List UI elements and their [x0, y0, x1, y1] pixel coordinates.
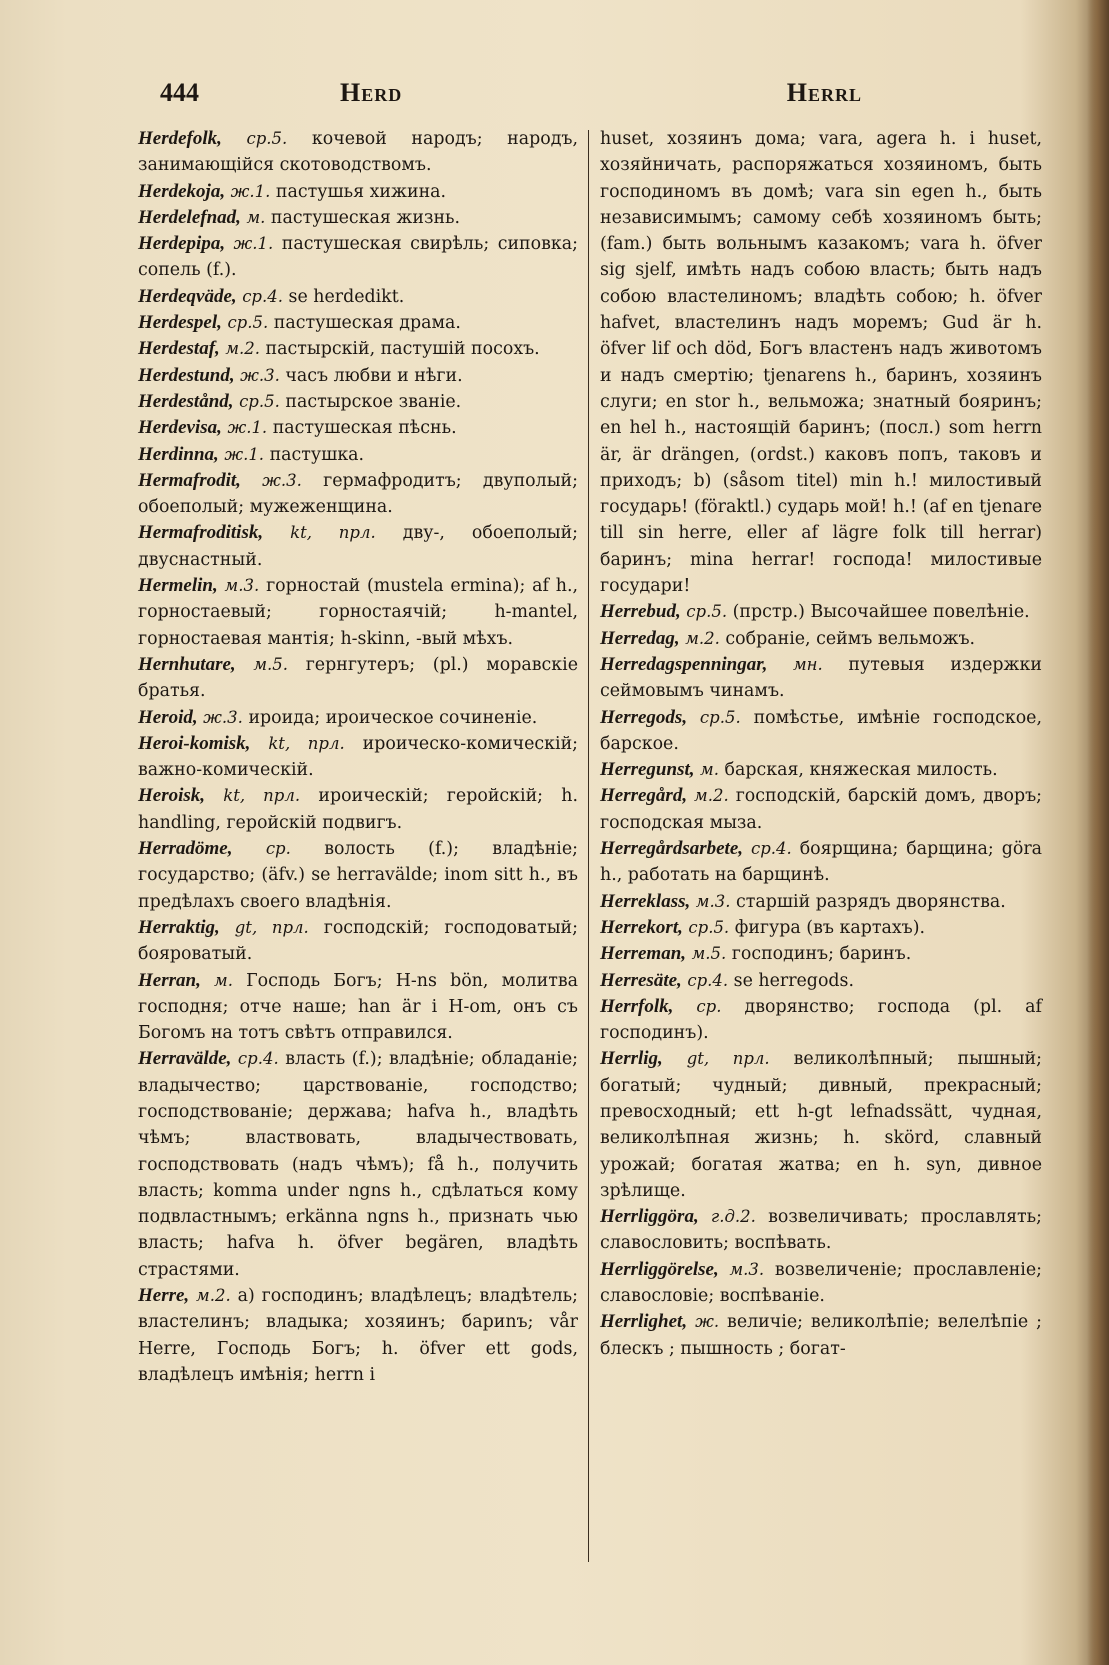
entry-definition: кочевой народъ; народъ, занимающійся скотоводствомъ.	[138, 129, 579, 176]
entry-definition: старшій разрядъ дворянства.	[735, 891, 1006, 912]
dictionary-entry	[138, 442, 578, 468]
entry-headword: Herrliggörelse,	[600, 1258, 719, 1280]
entry-definition: путевыя издержки сеймовымъ чинамъ.	[600, 654, 1043, 702]
entry-headword: Herdepipa,	[138, 233, 226, 255]
entry-headword: Herdekoja,	[138, 180, 226, 202]
entry-grammar: gt, прл.	[686, 1049, 770, 1069]
entry-grammar: ср.5.	[227, 313, 269, 333]
entry-definition: помѣстье, имѣніе господское, барское.	[600, 707, 1042, 754]
entry-definition: (прстр.) Высочайшее повелѣніе.	[732, 602, 1030, 623]
dictionary-entry	[138, 783, 578, 836]
entry-definition: горностай (mustela ermina); af h., горностаевый; горностаячій; h-mantel, горностаевая мантія; h-skinn, -вый мѣхъ.	[138, 576, 579, 649]
entry-definition: величіе; великолѣпіе; велелѣпіе ; блескъ ; пышность ; богат-	[600, 1312, 1043, 1359]
entry-grammar: kt, прл.	[268, 733, 345, 753]
entry-headword: Herraktig,	[138, 916, 220, 938]
entry-grammar: ср.4.	[750, 839, 792, 859]
entry-headword: Heroid,	[138, 706, 198, 728]
dictionary-entry	[600, 126, 1042, 599]
entry-grammar: ж.1.	[224, 444, 265, 464]
entry-headword: Herredagspenningar,	[600, 653, 768, 675]
dictionary-entry	[600, 968, 1042, 994]
entry-definition: huset, хозяинъ дома; vara, agera h. i huset, хозяйничать, распоряжаться хозяиномъ, быть господиномъ въ домѣ; vara sin egen h., быть независимымъ; самому себѣ хозяиномъ быть; (fam.) быть вольнымъ казакомъ; vara h. öfver sig sjelf, имѣть надъ собою власть; быть надъ собою властелиномъ; владѣть собою; h. öfver hafvet, властелинъ надъ моремъ; Gud är h. öfver lif och död, Богъ властенъ надъ животомъ и надъ смертію; tjenarens h., баринъ, хозяинъ слуги; en stor h., вельможа; знатный бояринъ; en hel h., настоящій баринъ; (посл.) som herrn är, är drängen, (ordst.) каковъ попъ, таковъ и приходъ; b) (såsom titel) min h.! милостивый государь! (föraktl.) сударь мой! h.! (af en tjenare till sin herre, eller af lägre folk till herrar) баринъ; mina herrar! господа! милостивые государи!	[600, 129, 1042, 597]
entry-grammar: ж.1.	[227, 418, 268, 438]
entry-headword: Hermelin,	[138, 575, 218, 597]
entry-grammar: м.3.	[729, 1259, 765, 1279]
left-guide-word: Herd	[340, 78, 403, 107]
dictionary-entry	[138, 1046, 578, 1283]
dictionary-entry	[138, 363, 578, 389]
dictionary-entry	[138, 126, 578, 179]
entry-definition: se herregods.	[733, 970, 854, 991]
entry-headword: Herdestånd,	[138, 390, 234, 412]
entry-definition: дворянство; господа (pl. af господинъ).	[600, 996, 1042, 1044]
entry-definition: возвеличеніе; прославленіе; славословіе; воспѣваніе.	[600, 1259, 1043, 1307]
right-column	[600, 126, 1042, 1362]
entry-definition: дву-, обоеполый; двуснастный.	[138, 523, 579, 570]
entry-headword: Herreman,	[600, 943, 687, 965]
page-edge-shadow	[1087, 0, 1109, 1665]
dictionary-entry	[138, 310, 578, 336]
entry-definition: пастушка.	[269, 444, 365, 465]
entry-grammar: ср.	[265, 839, 291, 859]
dictionary-entry	[138, 389, 578, 415]
entry-headword: Herdelefnad,	[138, 206, 241, 228]
entry-headword: Herdinna,	[138, 443, 219, 465]
entry-headword: Heroisk,	[138, 785, 206, 807]
entry-definition: часъ любви и нѣги.	[285, 365, 463, 386]
dictionary-entry	[138, 731, 578, 784]
dictionary-entry	[138, 415, 578, 441]
entry-headword: Herregunst,	[600, 759, 695, 781]
entry-grammar: kt, прл.	[290, 523, 376, 543]
entry-grammar: м.2.	[694, 786, 729, 806]
entry-definition: пастырскій, пастушій посохъ.	[265, 339, 540, 360]
dictionary-entry	[138, 968, 578, 1047]
dictionary-entry	[138, 652, 578, 705]
column-divider	[588, 130, 589, 1562]
dictionary-entry	[600, 783, 1042, 836]
entry-grammar: ж.	[695, 1312, 720, 1332]
entry-definition: гернгутеръ; (pl.) моравскіе братья.	[138, 654, 578, 702]
entry-headword: Herdevisa,	[138, 417, 222, 439]
entry-grammar: м.	[214, 970, 233, 990]
dictionary-entry	[138, 179, 578, 205]
entry-headword: Herdestund,	[138, 364, 235, 386]
entry-definition: пастушеская драма.	[273, 313, 461, 334]
entry-grammar: ср.5.	[688, 917, 730, 937]
entry-definition: боярщина; барщина; göra h., работать на барщинѣ.	[600, 839, 1043, 886]
dictionary-entry	[138, 836, 578, 915]
entry-grammar: ж.3.	[240, 365, 280, 385]
dictionary-entry	[138, 915, 578, 968]
right-guide-word: Herrl	[786, 78, 862, 107]
entry-headword: Herrebud,	[600, 601, 681, 623]
dictionary-entry	[138, 336, 578, 362]
dictionary-entry	[138, 468, 578, 521]
entry-definition: собраніе, сеймъ вельможъ.	[725, 628, 976, 649]
entry-grammar: м.2.	[196, 1286, 231, 1306]
entry-headword: Herradöme,	[138, 838, 233, 860]
entry-headword: Herresäte,	[600, 969, 682, 991]
entry-headword: Herregård,	[600, 785, 688, 807]
dictionary-entry	[600, 1309, 1042, 1362]
dictionary-entry	[600, 994, 1042, 1047]
entry-definition: пастырское званіе.	[285, 391, 462, 412]
dictionary-entry	[600, 915, 1042, 941]
entry-grammar: ср.5.	[239, 391, 280, 411]
running-header	[150, 78, 862, 118]
entry-definition: пастушеская свирѣль; сиповка; сопель (f.).	[138, 234, 578, 281]
entry-headword: Herre,	[138, 1285, 190, 1307]
entry-headword: Herdefolk,	[138, 128, 222, 149]
dictionary-entry	[138, 705, 578, 731]
entry-grammar: ж.1.	[230, 181, 271, 201]
entry-headword: Herrliggöra,	[600, 1206, 699, 1228]
entry-headword: Herrekort,	[600, 916, 683, 938]
entry-headword: Heroi-komisk,	[138, 732, 251, 754]
entry-headword: Herrfolk,	[600, 995, 674, 1017]
entry-headword: Hermafrodit,	[138, 469, 241, 491]
entry-headword: Herdespel,	[138, 312, 222, 334]
entry-grammar: м.5.	[253, 654, 289, 674]
entry-grammar: ср.5.	[246, 129, 288, 148]
left-column	[138, 126, 578, 1388]
entry-definition: гермафродитъ; двупoлый; обоеполый; мужеженщина.	[138, 470, 578, 518]
dictionary-entry	[600, 705, 1042, 758]
entry-definition: волость (f.); владѣніе; государство; (äfv.) se herravälde; inom sitt h., въ предѣлахъ своего владѣнія.	[138, 839, 578, 912]
entry-grammar: м.3.	[695, 891, 731, 911]
entry-definition: господскій, барскій домъ, дворъ; господская мыза.	[600, 786, 1042, 833]
entry-headword: Herrlig,	[600, 1048, 663, 1070]
dictionary-entry	[138, 1283, 578, 1388]
dictionary-entry	[138, 520, 578, 573]
dictionary-entry	[600, 836, 1042, 889]
entry-grammar: ж.1.	[233, 234, 274, 254]
entry-definition: ироида; ироическое сочиненіе.	[248, 707, 538, 728]
entry-headword: Herreklass,	[600, 890, 691, 912]
dictionary-entry	[600, 626, 1042, 652]
entry-headword: Herdeqväde,	[138, 285, 237, 307]
entry-definition: фигура (въ картахъ).	[734, 917, 926, 938]
dictionary-entry	[138, 205, 578, 231]
entry-headword: Herravälde,	[138, 1048, 232, 1070]
entry-grammar: м.2.	[685, 628, 720, 648]
entry-headword: Herregårdsarbete,	[600, 838, 744, 860]
entry-headword: Herran,	[138, 969, 201, 991]
entry-grammar: ср.4.	[242, 286, 283, 306]
entry-definition: господскій; господоватый; бояроватый.	[138, 917, 578, 965]
entry-definition: se herdedikt.	[288, 286, 405, 307]
entry-definition: власть (f.); владѣніе; обладаніе; владычество; царствованіе, господство; господствованіе; держава; hafva h., владѣть чѣмъ; властвовать, владычествовать, господствовать (надъ чѣмъ); få h., получить власть; komma under ngns h., сдѣлаться кому подвластнымъ; erkänna ngns h., признать чью власть; hafva h. öfver begären, владѣть страстями.	[138, 1049, 579, 1280]
dictionary-entry	[600, 1046, 1042, 1204]
dictionary-entry	[600, 889, 1042, 915]
entry-grammar: kt, прл.	[223, 786, 301, 806]
entry-grammar: мн.	[792, 654, 823, 674]
entry-grammar: ср.4.	[687, 970, 729, 990]
entry-grammar: ср.4.	[237, 1049, 279, 1069]
entry-headword: Herdestaf,	[138, 338, 220, 360]
dictionary-entry	[138, 573, 578, 652]
entry-definition: ироическо-комическій; важно-комическій.	[138, 733, 579, 781]
dictionary-entry	[600, 941, 1042, 967]
entry-grammar: ж.3.	[262, 470, 302, 490]
entry-headword: Hermafroditisk,	[138, 522, 264, 544]
entry-definition: возвеличивать; прославлять; славословить; воспѣвать.	[600, 1207, 1043, 1254]
entry-grammar: м.	[700, 760, 719, 780]
entry-definition: пастушья хижина.	[275, 181, 447, 202]
entry-grammar: gt, прл.	[234, 917, 309, 937]
entry-grammar: м.	[246, 207, 266, 227]
entry-definition: пастушеская жизнь.	[270, 207, 461, 228]
dictionary-entry	[600, 1204, 1042, 1257]
entry-definition: барская, княжеская милость.	[724, 760, 998, 781]
entry-headword: Herregods,	[600, 706, 688, 728]
entry-grammar: г.д.2.	[710, 1207, 756, 1227]
entry-grammar: ср.5.	[686, 602, 728, 622]
dictionary-entry	[138, 284, 578, 310]
page-number: 444	[160, 78, 199, 107]
entry-definition: Господь Богъ; H-ns bön, молитва господня; отче наше; han är i H-om, онъ съ Богомъ на тотъ свѣтъ отправился.	[138, 970, 579, 1044]
dictionary-entry	[600, 757, 1042, 783]
entry-definition: пастушеская пѣснь.	[272, 418, 457, 439]
entry-definition: господинъ; баринъ.	[731, 944, 912, 965]
entry-grammar: м.3.	[224, 576, 260, 596]
entry-grammar: ср.	[696, 996, 722, 1016]
entry-grammar: ср.5.	[699, 707, 741, 727]
dictionary-entry	[600, 1257, 1042, 1310]
dictionary-entry	[600, 652, 1042, 705]
entry-grammar: м.2.	[225, 339, 260, 359]
entry-definition: ироическій; геройскій; h. handling, геройскій подвигъ.	[138, 786, 579, 833]
entry-definition: а) господинъ; владѣлецъ; владѣтель; властелинъ; владыка; хозяинъ; бариnъ; vår Herre, Господь Богъ; h. öfver ett gods, владѣлецъ имѣнія; herrn i	[138, 1286, 579, 1385]
entry-headword: Herrlighet,	[600, 1311, 688, 1333]
entry-grammar: м.5.	[691, 944, 727, 964]
dictionary-entry	[600, 599, 1042, 625]
entry-definition: великолѣпный; пышный; богатый; чудный; дивный, прекрасный; превосходный; ett h-gt lefnadssätt, чудная, великолѣпная жизнь; h. skörd, славный урожай; богатая жатва; en h. syn, дивное зрѣлище.	[600, 1049, 1043, 1201]
entry-grammar: ж.3.	[203, 707, 243, 727]
entry-headword: Herredag,	[600, 627, 680, 649]
dictionary-entry	[138, 231, 578, 284]
entry-headword: Hernhutare,	[138, 653, 236, 675]
